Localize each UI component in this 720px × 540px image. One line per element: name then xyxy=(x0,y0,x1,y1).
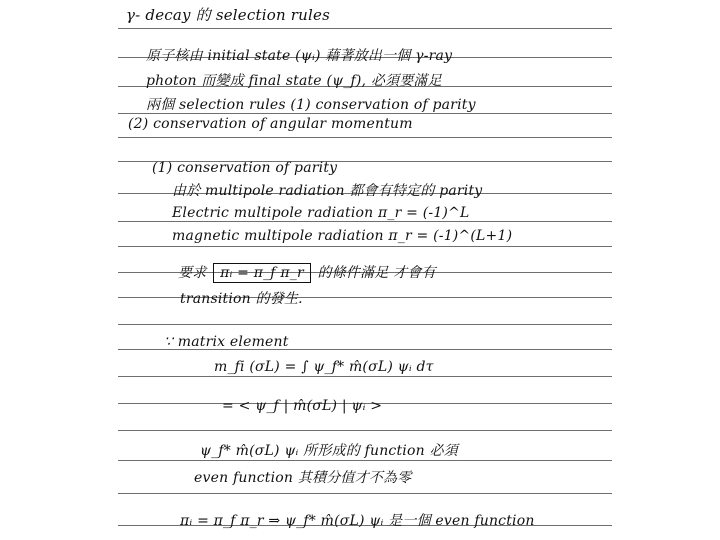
ruled-line xyxy=(118,376,612,377)
matrix-equation: m_fi (σL) = ∫ ψ_f* m̂(σL) ψᵢ dτ xyxy=(214,359,434,375)
intro-line: photon 而變成 final state (ψ_f), 必須要滿足 xyxy=(146,73,442,89)
requirement-prefix: 要求 xyxy=(178,265,207,281)
matrix-bracket-equation: = < ψ_f | m̂(σL) | ψᵢ > xyxy=(222,398,383,414)
ruled-line xyxy=(118,493,612,494)
function-line: even function 其積分值才不為零 xyxy=(194,470,412,486)
ruled-line xyxy=(118,430,612,431)
electric-parity-line: Electric multipole radiation π_r = (-1)^L xyxy=(172,205,470,221)
parity-heading: (1) conservation of parity xyxy=(152,160,338,176)
parity-line: 由於 multipole radiation 都會有特定的 parity xyxy=(172,183,483,199)
function-line: ψ_f* m̂(σL) ψᵢ 所形成的 function 必須 xyxy=(200,443,458,459)
matrix-heading: ∵ matrix element xyxy=(164,334,289,350)
requirement-line-2: transition 的發生. xyxy=(180,291,303,307)
requirement-line xyxy=(178,262,436,283)
ruled-line xyxy=(118,324,612,325)
magnetic-parity-line: magnetic multipole radiation π_r = (-1)^(L+1) xyxy=(172,228,513,244)
intro-line: (2) conservation of angular momentum xyxy=(128,116,413,132)
ruled-line xyxy=(118,460,612,461)
ruled-line xyxy=(118,246,612,247)
ruled-line xyxy=(118,28,612,29)
page-title: γ- decay 的 selection rules xyxy=(126,6,330,24)
intro-line: 兩個 selection rules (1) conservation of parity xyxy=(146,97,476,113)
conclusion-line: πᵢ = π_f π_r ⇒ ψ_f* m̂(σL) ψᵢ 是一個 even function xyxy=(180,513,535,529)
requirement-suffix: 的條件滿足 才會有 xyxy=(317,265,436,281)
ruled-line xyxy=(118,137,612,138)
notebook-page xyxy=(118,0,612,540)
ruled-line xyxy=(118,221,612,222)
intro-line: 原子核由 initial state (ψᵢ) 藉著放出一個 γ-ray xyxy=(146,48,453,64)
parity-condition-box: πᵢ = π_f π_r xyxy=(213,263,311,283)
